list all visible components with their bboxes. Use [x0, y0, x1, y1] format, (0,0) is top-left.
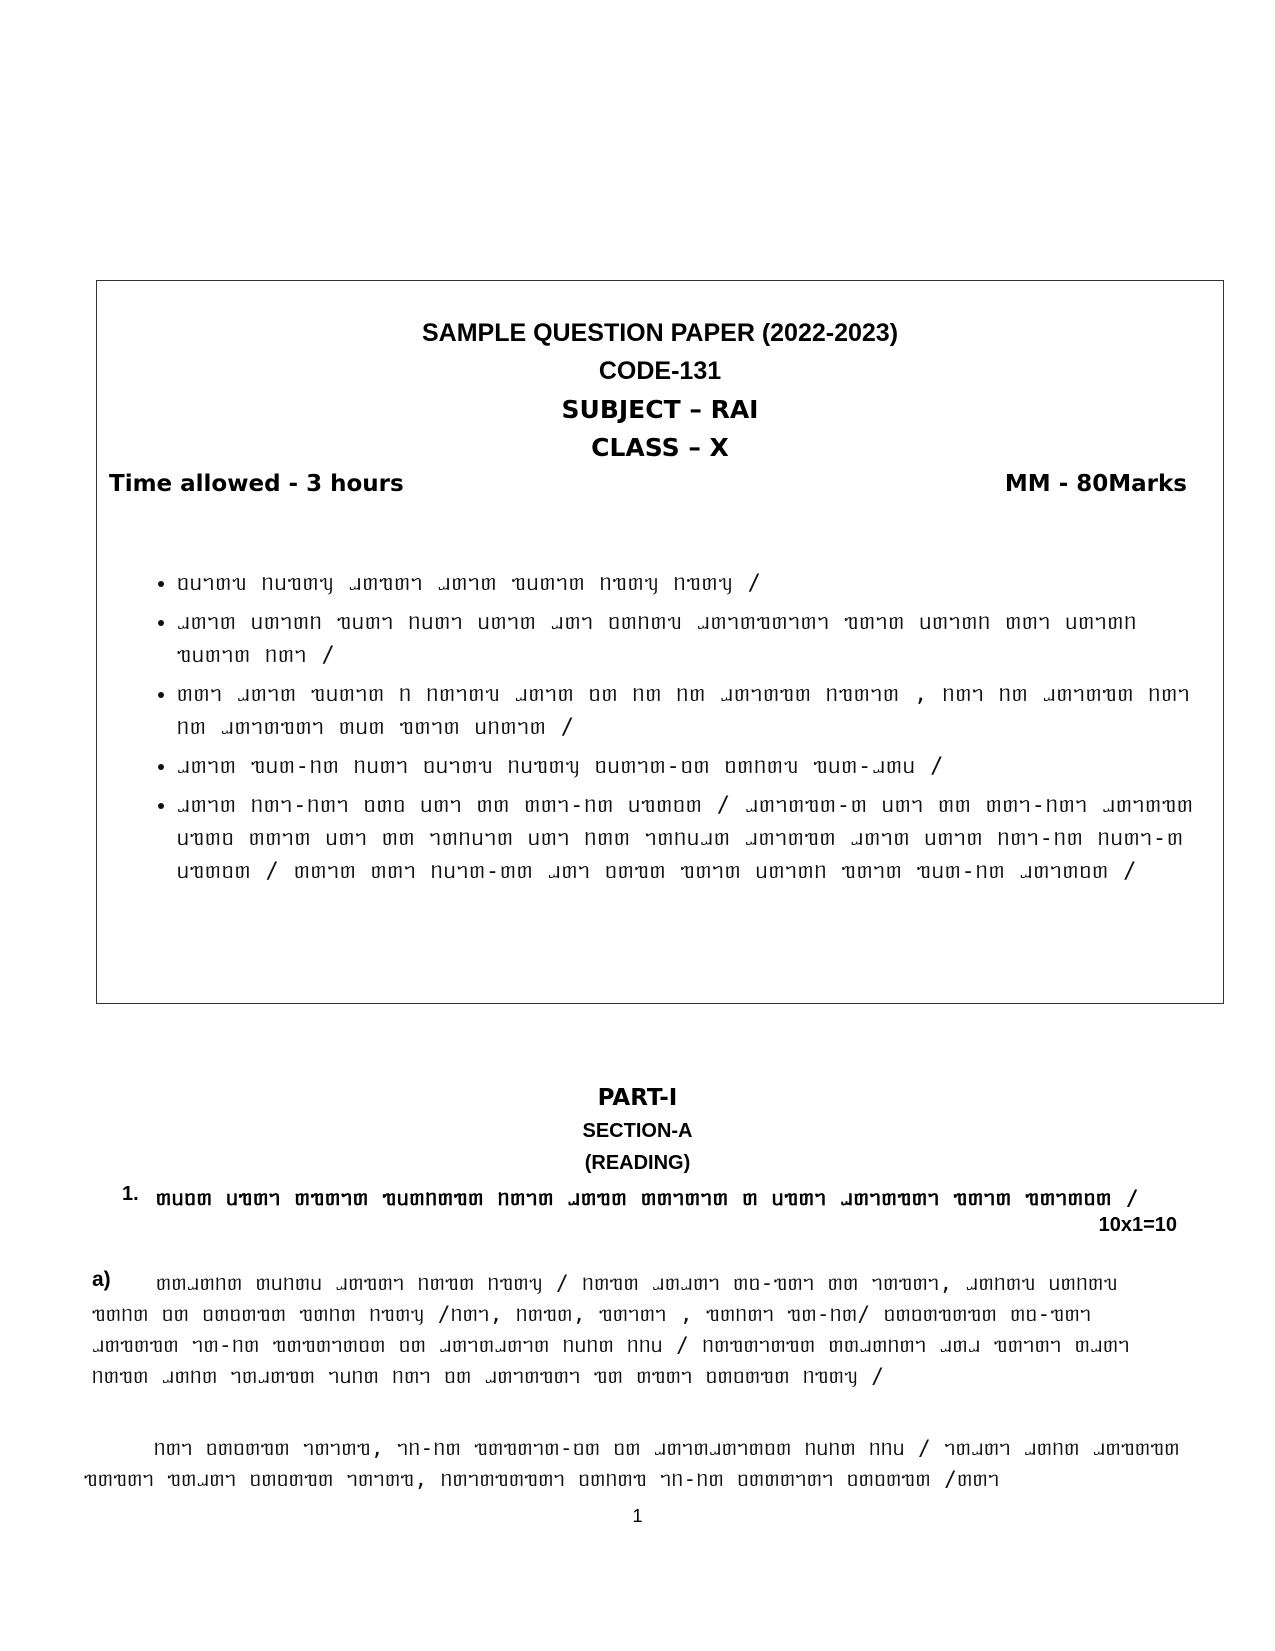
instruction-item: • ᥖᥖᥐ ᥘᥖᥐᥖ ᥓᥙᥖᥐᥖ ᥒ ᥒᥖᥐᥖᥔ ᥘᥖᥐᥖ ᥝᥖ ᥒᥖ ᥒᥖ ᥘᥖᥐᥖᥓᥖ ᥒᥓᥖᥐᥖ , ᥒᥖᥐ ᥒᥖ ᥘᥖᥐᥖᥓᥖ ᥒᥖᥐ ᥒᥖ ᥘᥖᥐᥖᥓᥖᥐ ᥖᥙᥖ ᥓᥖᥐᥖ ᥙᥒᥖᥐᥖ / — [177, 678, 1217, 744]
passage-paragraph-2: ᥒᥖᥐ ᥝᥖᥝᥖᥓᥖ ᥐᥖᥐᥖᥓ, ᥐᥒ-ᥒᥖ ᥓᥖᥓᥖᥐᥖ-ᥝᥖ ᥝᥖ ᥘᥖᥐᥖᥘᥖᥐᥖᥝᥖ ᥒᥙᥒᥖ ᥒᥒᥙ / ᥐᥖᥘᥖᥐ ᥘᥖᥒᥖ ᥘᥖᥓᥖᥓᥖ ᥓᥖᥓᥖᥐ ᥓᥖᥘᥖᥐ ᥝᥖᥝᥖᥓᥖ ᥐᥖᥐᥖᥓ, ᥒᥖᥐᥖᥓᥖᥓᥖᥐ ᥝᥖᥒᥖᥓ ᥐᥒ-ᥒᥖ ᥝᥖᥖᥖᥐᥖᥐ ᥝᥖᥝᥖᥓᥖ /ᥖᥖᥐ — [84, 1436, 1180, 1491]
max-marks: MM - 80Marks — [1004, 471, 1187, 497]
paper-code: CODE-131 — [598, 357, 722, 385]
time-allowed: Time allowed - 3 hours — [109, 471, 404, 497]
page-number: 1 — [632, 1506, 643, 1526]
instruction-item: • ᥘᥖᥐᥖ ᥓᥙᥖ-ᥒᥖ ᥒᥙᥖᥐ ᥝᥙᥐᥖᥔ ᥒᥙᥓᥖᥡ ᥝᥙᥖᥐᥖ-ᥝᥖ ᥝᥖᥒᥖᥔ ᥓᥙᥖ-ᥘᥖᥙ / — [177, 750, 1217, 783]
passage-label: a) — [92, 1268, 111, 1291]
instructions-list — [147, 567, 1217, 894]
paper-class: CLASS – X — [591, 433, 729, 462]
section-subtitle: (READING) — [584, 1152, 691, 1174]
paper-subject: SUBJECT – RAI — [561, 395, 759, 424]
question-number: 1. — [122, 1183, 139, 1205]
part-title: PART-I — [597, 1085, 678, 1111]
header-box — [96, 280, 1224, 1004]
question-text: ᥖᥙᥝᥖ ᥙᥓᥖᥐ ᥖᥓᥖᥐᥖ ᥓᥙᥖᥒᥖᥓᥖ ᥒᥖᥐᥖ ᥘᥖᥓᥖ ᥖᥖᥐᥖᥐᥖ ᥖ ᥙᥓᥖᥐ ᥘᥖᥐᥖᥓᥖᥐ ᥓᥖᥐᥖ ᥓᥖᥐᥖᥝᥖ / — [156, 1186, 1140, 1210]
paper-title: SAMPLE QUESTION PAPER (2022-2023) — [421, 319, 899, 347]
passage-paragraph-1: ᥖᥖᥘᥖᥒᥖ ᥖᥙᥒᥖᥙ ᥘᥖᥓᥖᥐ ᥒᥖᥓᥖ ᥒᥓᥖᥡ / ᥒᥖᥓᥖ ᥘᥖᥘᥖᥐ ᥖᥝ-ᥓᥖᥐ ᥖᥖ ᥐᥖᥓᥖᥐ, ᥘᥖᥒᥖᥔ ᥙᥖᥒᥖᥔ ᥓᥖᥒᥖ ᥝᥖ ᥝᥖᥝᥖᥓᥖ ᥓᥖᥒᥖ ᥒᥓᥖᥡ /ᥒᥖᥐ, ᥒᥖᥓᥖ, ᥓᥖᥐᥖᥐ , ᥓᥖᥒᥖᥐ ᥓᥖ-ᥒᥖ/ ᥝᥖᥝᥖᥓᥖᥓᥖ ᥖᥝ-ᥓᥖᥐ ᥘᥖᥓᥖᥓᥖ ᥐᥖ-ᥒᥖ ᥓᥖᥓᥖᥐᥖᥝᥖ ᥝᥖ ᥘᥖᥐᥖᥘᥖᥐᥖ ᥒᥙᥒᥖ ᥒᥒᥙ / ᥒᥖᥓᥖᥐᥖᥓᥖ ᥖᥖᥘᥖᥒᥖᥐ ᥘᥖᥘ ᥓᥖᥐᥖᥐ ᥖᥘᥖᥐ ᥒᥖᥓᥖ ᥘᥖᥒᥖ ᥐᥖᥘᥖᥓᥖ ᥐᥙᥒᥖ ᥒᥖᥐ ᥝᥖ ᥘᥖᥐᥖᥓᥖᥐ ᥓᥖ ᥖᥓᥖᥐ ᥝᥖᥝᥖᥓᥖ ᥒᥓᥖᥡ / — [92, 1271, 1130, 1388]
passage-a — [92, 1268, 1182, 1392]
section-title: SECTION-A — [582, 1120, 693, 1142]
instruction-item: • ᥘᥖᥐᥖ ᥒᥖᥐ-ᥒᥖᥐ ᥝᥖᥝ ᥙᥖᥐ ᥖᥖ ᥖᥖᥐ-ᥒᥖ ᥙᥓᥖᥝᥖ / ᥘᥖᥐᥖᥓᥖ-ᥖ ᥙᥖᥐ ᥖᥖ ᥖᥖᥐ-ᥒᥖᥐ ᥘᥖᥐᥖᥓᥖ ᥙᥓᥖᥝ ᥖᥖᥐᥖ ᥙᥖᥐ ᥖᥖ ᥐᥖᥒᥙᥐᥖ ᥙᥖᥐ ᥒᥖᥖ ᥐᥖᥒᥙᥘᥖ ᥘᥖᥐᥖᥓᥖ ᥘᥖᥐᥖ ᥙᥖᥐᥖ ᥒᥖᥐ-ᥒᥖ ᥒᥙᥖᥐ-ᥖ ᥙᥓᥖᥝᥖ / ᥖᥖᥐᥖ ᥖᥖᥐ ᥒᥙᥐᥖ-ᥖᥖ ᥘᥖᥐ ᥝᥖᥓᥖ ᥓᥖᥐᥖ ᥙᥖᥐᥖᥒ ᥓᥖᥐᥖ ᥓᥙᥖ-ᥒᥖ ᥘᥖᥐᥖᥝᥖ / — [177, 789, 1217, 888]
instruction-item: • ᥘᥖᥐᥖ ᥙᥖᥐᥖᥒ ᥓᥙᥖᥐ ᥒᥙᥖᥐ ᥙᥖᥐᥖ ᥘᥖᥐ ᥝᥖᥒᥖᥔ ᥘᥖᥐᥖᥓᥖᥐᥖᥐ ᥓᥖᥐᥖ ᥙᥖᥐᥖᥒ ᥖᥖᥐ ᥙᥖᥐᥖᥒ ᥓᥙᥖᥐᥖ ᥒᥖᥐ / — [177, 606, 1217, 672]
question-marks: 10x1=10 — [1098, 1214, 1177, 1236]
instruction-item: • ᥝᥙᥐᥖᥔ ᥒᥙᥓᥖᥡ ᥘᥖᥓᥖᥐ ᥘᥖᥐᥖ ᥓᥙᥖᥐᥖ ᥒᥓᥖᥡ ᥒᥓᥖᥡ / — [177, 567, 1217, 600]
